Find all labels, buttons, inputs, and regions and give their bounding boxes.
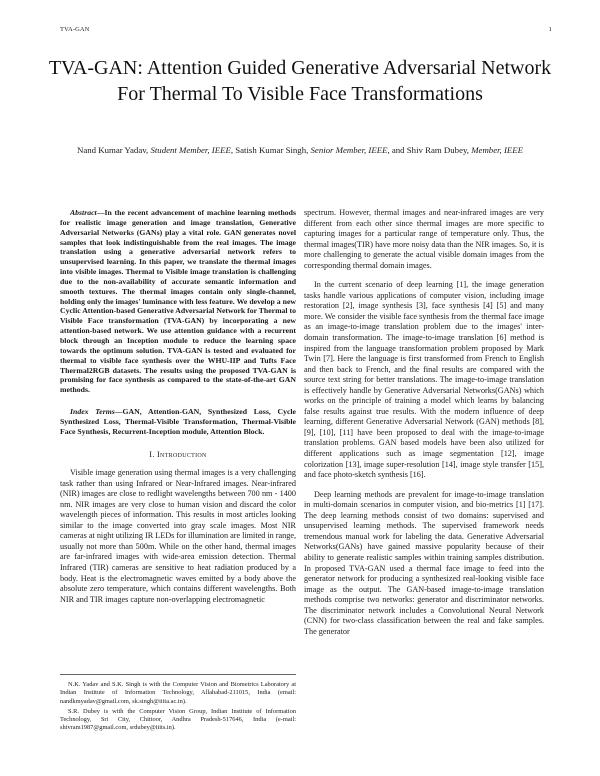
abstract-text: —In the recent advancement of machine learning methods for realistic image generation and image translation, Generative Adversarial Networks (GANs) play a vital role. GAN generates novel samples that look indistinguishable from the real images. The image translation using a generative adversarial network refers to unsupervised learning. In this paper, we translate the thermal images into visible images. Thermal to Visible image translation is challenging due to the non-availability of accurate semantic information and smooth textures. The thermal images contain only single-channel, holding only the images' luminance with less feature. We develop a new Cyclic Attention-based Generative Adversarial Network for Thermal to Visible Face transformation (TVA-GAN) by incorporating a new attention-based network. We use attention guidance with a recurrent block through an Inception module to reduce the learning space towards the optimum solution. TVA-GAN is tested and evaluated for thermal to visible face synthesis over the WHU-IIP and Tufts Face Thermal2RGB datasets. The results using the proposed TVA-GAN is promising for face synthesis as compared to the state-of-the-art GAN methods. — [60, 208, 296, 395]
page-number: 1 — [548, 26, 552, 33]
running-header — [60, 26, 552, 36]
author-name: and Shiv Ram Dubey, — [391, 145, 470, 155]
author-name: Satish Kumar Singh, — [235, 145, 309, 155]
footnote: S.R. Dubey is with the Computer Vision Group, Indian Institute of Information Technology, Sri City, Chittoor, Andhra Pradesh-517646, India (e-mail: shivram1987@gmail.com, srdubey@iiits.in). — [60, 707, 296, 732]
index-terms-label: Index Terms — [70, 407, 115, 417]
index-terms — [60, 407, 296, 437]
section-heading — [60, 450, 296, 461]
index-terms-text: —GAN, Attention-GAN, Synthesized Loss, Cycle Synthesized Loss, Thermal-Visible Transformation, Thermal-Visible Face Synthesis, Recurrent-Inception module, Attention Block. — [60, 407, 296, 436]
body-paragraph: Deep learning methods are prevalent for image-to-image translation in multi-domain scenarios in computer vision, and bio-metrics [1] [17]. The deep learning methods consist of two domains: supervised and unsupervised learning methods. The supervised framework needs tremendous manual work for labeling the data. Generative Adversarial Networks(GANs) have gained massive popularity because of their ability to generate realistic samples within training samples distribution. In proposed TVA-GAN used a thermal face image to feed into the generator network for producing a synthesized real-looking visible face image as the output. The GAN-based image-to-image translation methods comprise two networks: generator and discriminator networks. The discriminator network includes a Convolutional Neural Network (CNN) for two-class classification between the real and fake samples. The generator — [304, 489, 544, 636]
left-column — [60, 208, 296, 605]
abstract-label: Abstract — [70, 208, 97, 217]
body-paragraph: spectrum. However, thermal images and near-infrared images are very different from each other since thermal images are more specific to capturing images for a particular range of temperature only. Thus, the thermal images(TIR) have more noisy data than the NIR images. So, it is more challenging to generate the actual visible domain images from the corresponding thermal domain images. — [304, 208, 544, 270]
author-affiliation-role: Senior Member, IEEE, — [310, 145, 390, 155]
author-affiliation-role: Student Member, IEEE, — [150, 145, 234, 155]
body-paragraph: Visible image generation using thermal images is a very challenging task rather than using Infrared or Near-Infrared images. Near-infrared (NIR) images are close to redlight wavelengths between 700 nm - 1400 nm. NIR images are very close to human vision and discard the color wavelength pieces of information. This results in most articles looking similar to the image converted into gray scale images. Most NIR cameras at night utilizing IR LEDs for illumination are limited in range, usually not more than 500m. While on the other hand, thermal images are far-infrared images with wide-area emission detection. Thermal Infrared (TIR) cameras are sensitive to heat radiation produced by a body. Heat is the electromagnetic waves emitted by a body above the absolute zero temperature, which contains different wavelengths. Both NIR and TIR images capture non-overlapping electromagnetic — [60, 468, 297, 604]
paper-title: TVA-GAN: Attention Guided Generative Adversarial Network For Thermal To Visible Face Transformations — [48, 57, 552, 105]
section-numeral: I. — [149, 449, 155, 459]
author-affiliation-role: Member, IEEE — [471, 145, 524, 155]
footnotes — [60, 674, 296, 735]
abstract — [60, 208, 296, 395]
footnote: N.K. Yadav and S.K. Singh is with the Computer Vision and Biometrics Laboratory at Indian Institute of Information Technology, Allahabad-211015, India (email: nandkmyadav@gmail.com, sk.singh@iiita.ac.in). — [60, 681, 296, 705]
author-name: Nand Kumar Yadav, — [76, 145, 149, 155]
author-list — [60, 144, 540, 156]
right-column — [304, 208, 544, 637]
body-paragraph: In the current scenario of deep learning [1], the image generation tasks handle various applications of computer vision, including image restoration [2], image synthesis [3], face synthesis [4] [5] and many more. We consider the visible face synthesis from the thermal face image as an image-to-image translation problem due to the images' inter-domain transformation. The image-to-image translation [6] method is inspired from the language transformation problem proposed by Mark Twin [7]. Here the language is first transformed from French to English and then back to French, and the final results are compared with the source text string for better translations. The image-to-image translation is effectively handle by Generative Adversarial Networks(GANs) which works on the principle of training a model which learns by balancing false results against true results. With the modern influence of deep learning, different Generative Adversarial Network (GAN) methods [8], [9], [10], [11] have been proposed to deal with the image-to-image translation problems. GAN based models have been also utilized for different applications such as image segmentation [12], image colorization [13], image super-resolution [14], image style transfer [15], and face photo-sketch synthesis [16]. — [304, 280, 544, 480]
section-title: Introduction — [157, 449, 207, 459]
running-title: TVA-GAN — [60, 26, 90, 33]
